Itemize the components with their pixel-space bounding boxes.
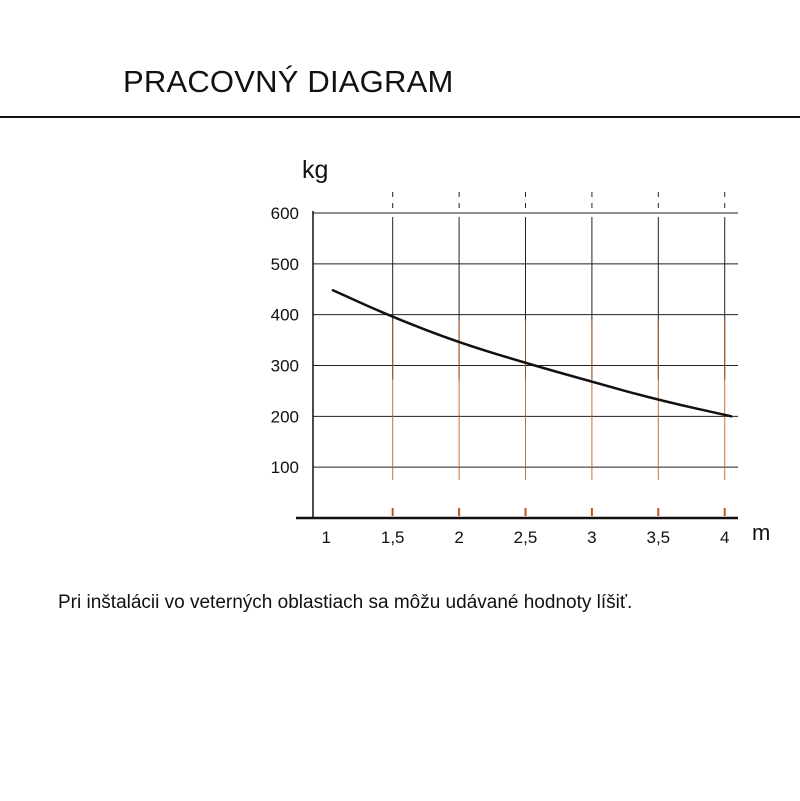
y-tick-label: 400 (270, 305, 299, 325)
y-tick-label: 200 (270, 407, 299, 427)
x-tick-label: 1 (321, 528, 332, 547)
footnote-text: Pri inštalácii vo veterných oblastiach sa môžu udávané hodnoty líšiť. (58, 592, 633, 613)
x-axis-label: m (752, 520, 771, 545)
x-tick-label: 3,5 (646, 528, 671, 547)
y-tick-label: 100 (270, 458, 299, 478)
axes-layer (296, 211, 738, 518)
page-title: PRACOVNÝ DIAGRAM (123, 64, 454, 99)
y-tick-label: 600 (270, 204, 299, 223)
x-tick-label: 2,5 (513, 528, 538, 547)
x-tick-label: 4 (719, 528, 730, 547)
y-tick-label: 300 (270, 356, 299, 376)
accent-layer (393, 321, 725, 516)
x-tick-label: 2 (454, 528, 464, 547)
labels-layer (271, 156, 771, 547)
x-tick-label: 1,5 (380, 528, 405, 547)
y-axis-label: kg (302, 156, 329, 184)
y-tick-label: 500 (270, 254, 299, 274)
x-tick-label: 3 (587, 528, 597, 547)
